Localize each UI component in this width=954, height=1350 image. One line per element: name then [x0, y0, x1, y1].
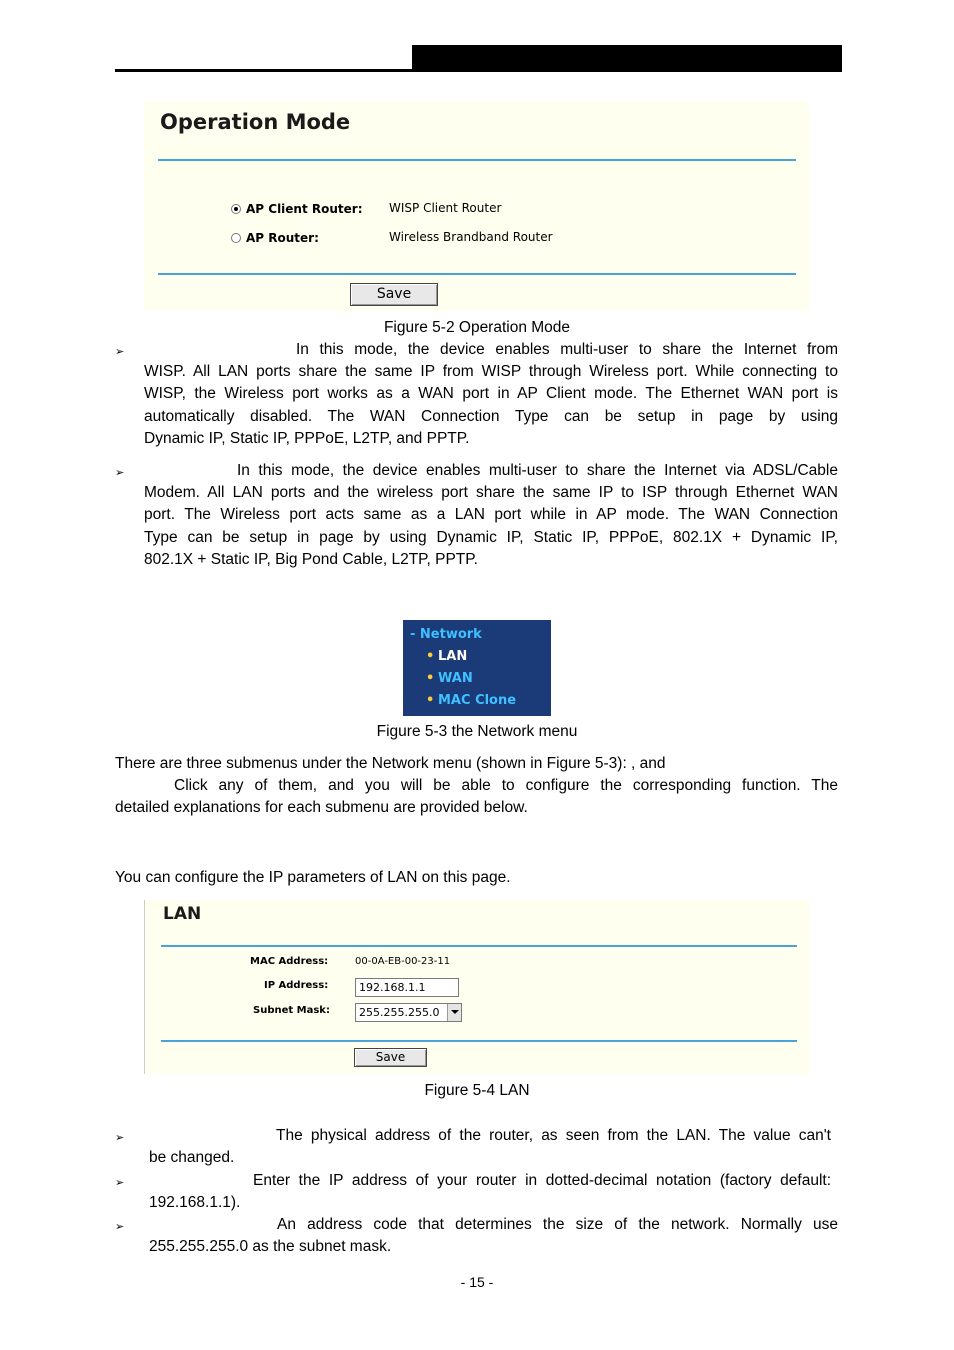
panel-rule-bottom: [158, 273, 796, 275]
mac-address-value: 00-0A-EB-00-23-11: [355, 956, 451, 967]
network-menu: [403, 620, 551, 716]
menu-network[interactable]: - Network: [410, 627, 482, 642]
menu-item-lan[interactable]: LAN: [438, 649, 468, 664]
radio-ap-client-router[interactable]: [231, 204, 241, 214]
bullet-arrow: ➢: [115, 1177, 125, 1189]
option-label-ap-client-router: AP Client Router:: [246, 202, 363, 216]
text-line: be changed.: [149, 1149, 235, 1167]
text-line: The physical address of the router, as seen from the LAN. The value can't: [276, 1127, 831, 1144]
ip-address-label: IP Address:: [264, 980, 329, 991]
menu-bullet: •: [426, 671, 435, 686]
subnet-mask-value: 255.255.255.0: [359, 1006, 440, 1019]
page-number: - 15 -: [460, 1274, 494, 1290]
text-line: In this mode, the device enables multi-user to share the Internet via ADSL/Cable: [237, 462, 838, 479]
bullet-mac-text: [149, 1125, 831, 1169]
operation-mode-panel: [144, 101, 809, 311]
text-line: 255.255.255.0 as the subnet mask.: [149, 1238, 392, 1256]
subnet-mask-label: Subnet Mask:: [253, 1005, 330, 1016]
bullet-mask-text: [149, 1214, 838, 1258]
bullet-arrow: ➢: [115, 1221, 125, 1233]
panel-rule-top: [161, 945, 797, 947]
option-desc-ap-router: Wireless Brandband Router: [389, 230, 553, 244]
option-label-ap-router: AP Router:: [246, 231, 319, 245]
figure-caption: Figure 5-3 the Network menu: [376, 723, 578, 740]
text-line: An address code that determines the size of the network. Normally use: [277, 1216, 838, 1233]
text-line: Dynamic IP, Static IP, PPPoE, L2TP, and PPTP.: [144, 429, 470, 447]
text-line: Modem. All LAN ports and the wireless port share the same IP to ISP through Ethernet WAN: [144, 484, 838, 502]
text-line: [115, 753, 838, 775]
panel-rule-top: [158, 159, 796, 161]
bullet-arrow: ➢: [115, 467, 125, 479]
text-line: automatically disabled. The WAN Connection Type can be setup in page by using: [144, 407, 838, 425]
bullet-arrow: ➢: [115, 346, 125, 358]
save-button[interactable]: Save: [350, 283, 438, 306]
bullet-ip-text: [149, 1170, 831, 1214]
panel-title: Operation Mode: [160, 110, 351, 134]
text-line: 192.168.1.1).: [149, 1194, 241, 1212]
text-part: There are three submenus under the Network menu (shown in Figure 5-3): , and: [115, 755, 666, 772]
ip-address-input[interactable]: 192.168.1.1: [355, 978, 459, 997]
text-line: In this mode, the device enables multi-user to share the Internet from: [296, 341, 838, 358]
figure-caption: Figure 5-4 LAN: [424, 1082, 530, 1099]
bullet-arrow: ➢: [115, 1132, 125, 1144]
panel-title: LAN: [163, 904, 202, 924]
mac-address-label: MAC Address:: [250, 956, 329, 967]
menu-item-wan[interactable]: WAN: [438, 671, 473, 686]
menu-bullet: •: [426, 693, 435, 708]
menu-item-mac-clone[interactable]: MAC Clone: [438, 693, 517, 708]
subnet-mask-select[interactable]: [355, 1003, 462, 1022]
option-desc-ap-client-router: WISP Client Router: [389, 201, 502, 215]
text-line: detailed explanations for each submenu are provided below.: [115, 799, 528, 817]
text-line: Click any of them, and you will be able to configure the corresponding function. The: [174, 777, 838, 795]
submenu-paragraph: [115, 753, 838, 820]
text-line: Enter the IP address of your router in dotted-decimal notation (factory default:: [253, 1172, 831, 1189]
text-line: WISP, the Wireless port works as a WAN port in AP Client mode. The Ethernet WAN port is: [144, 385, 838, 403]
radio-ap-router[interactable]: [231, 233, 241, 243]
bullet-ap-router-text: [144, 460, 838, 571]
text-line: WISP. All LAN ports share the same IP from WISP through Wireless port. While connecting to: [144, 363, 838, 381]
lan-intro: You can configure the IP parameters of LAN on this page.: [115, 869, 511, 886]
save-button[interactable]: Save: [354, 1048, 427, 1067]
bullet-ap-client-text: [144, 339, 838, 450]
header-bar: [412, 45, 842, 72]
text-line: 802.1X + Static IP, Big Pond Cable, L2TP, PPTP.: [144, 550, 478, 568]
figure-caption: Figure 5-2 Operation Mode: [383, 319, 571, 336]
text-line: Type can be setup in page by using Dynamic IP, Static IP, PPPoE, 802.1X + Dynamic IP,: [144, 528, 838, 546]
lan-panel: [144, 900, 809, 1074]
panel-rule-bottom: [161, 1040, 797, 1042]
text-line: port. The Wireless port acts same as a LAN port while in AP mode. The WAN Connection: [144, 506, 838, 524]
menu-bullet: •: [426, 649, 435, 664]
chevron-down-icon[interactable]: [447, 1004, 461, 1021]
